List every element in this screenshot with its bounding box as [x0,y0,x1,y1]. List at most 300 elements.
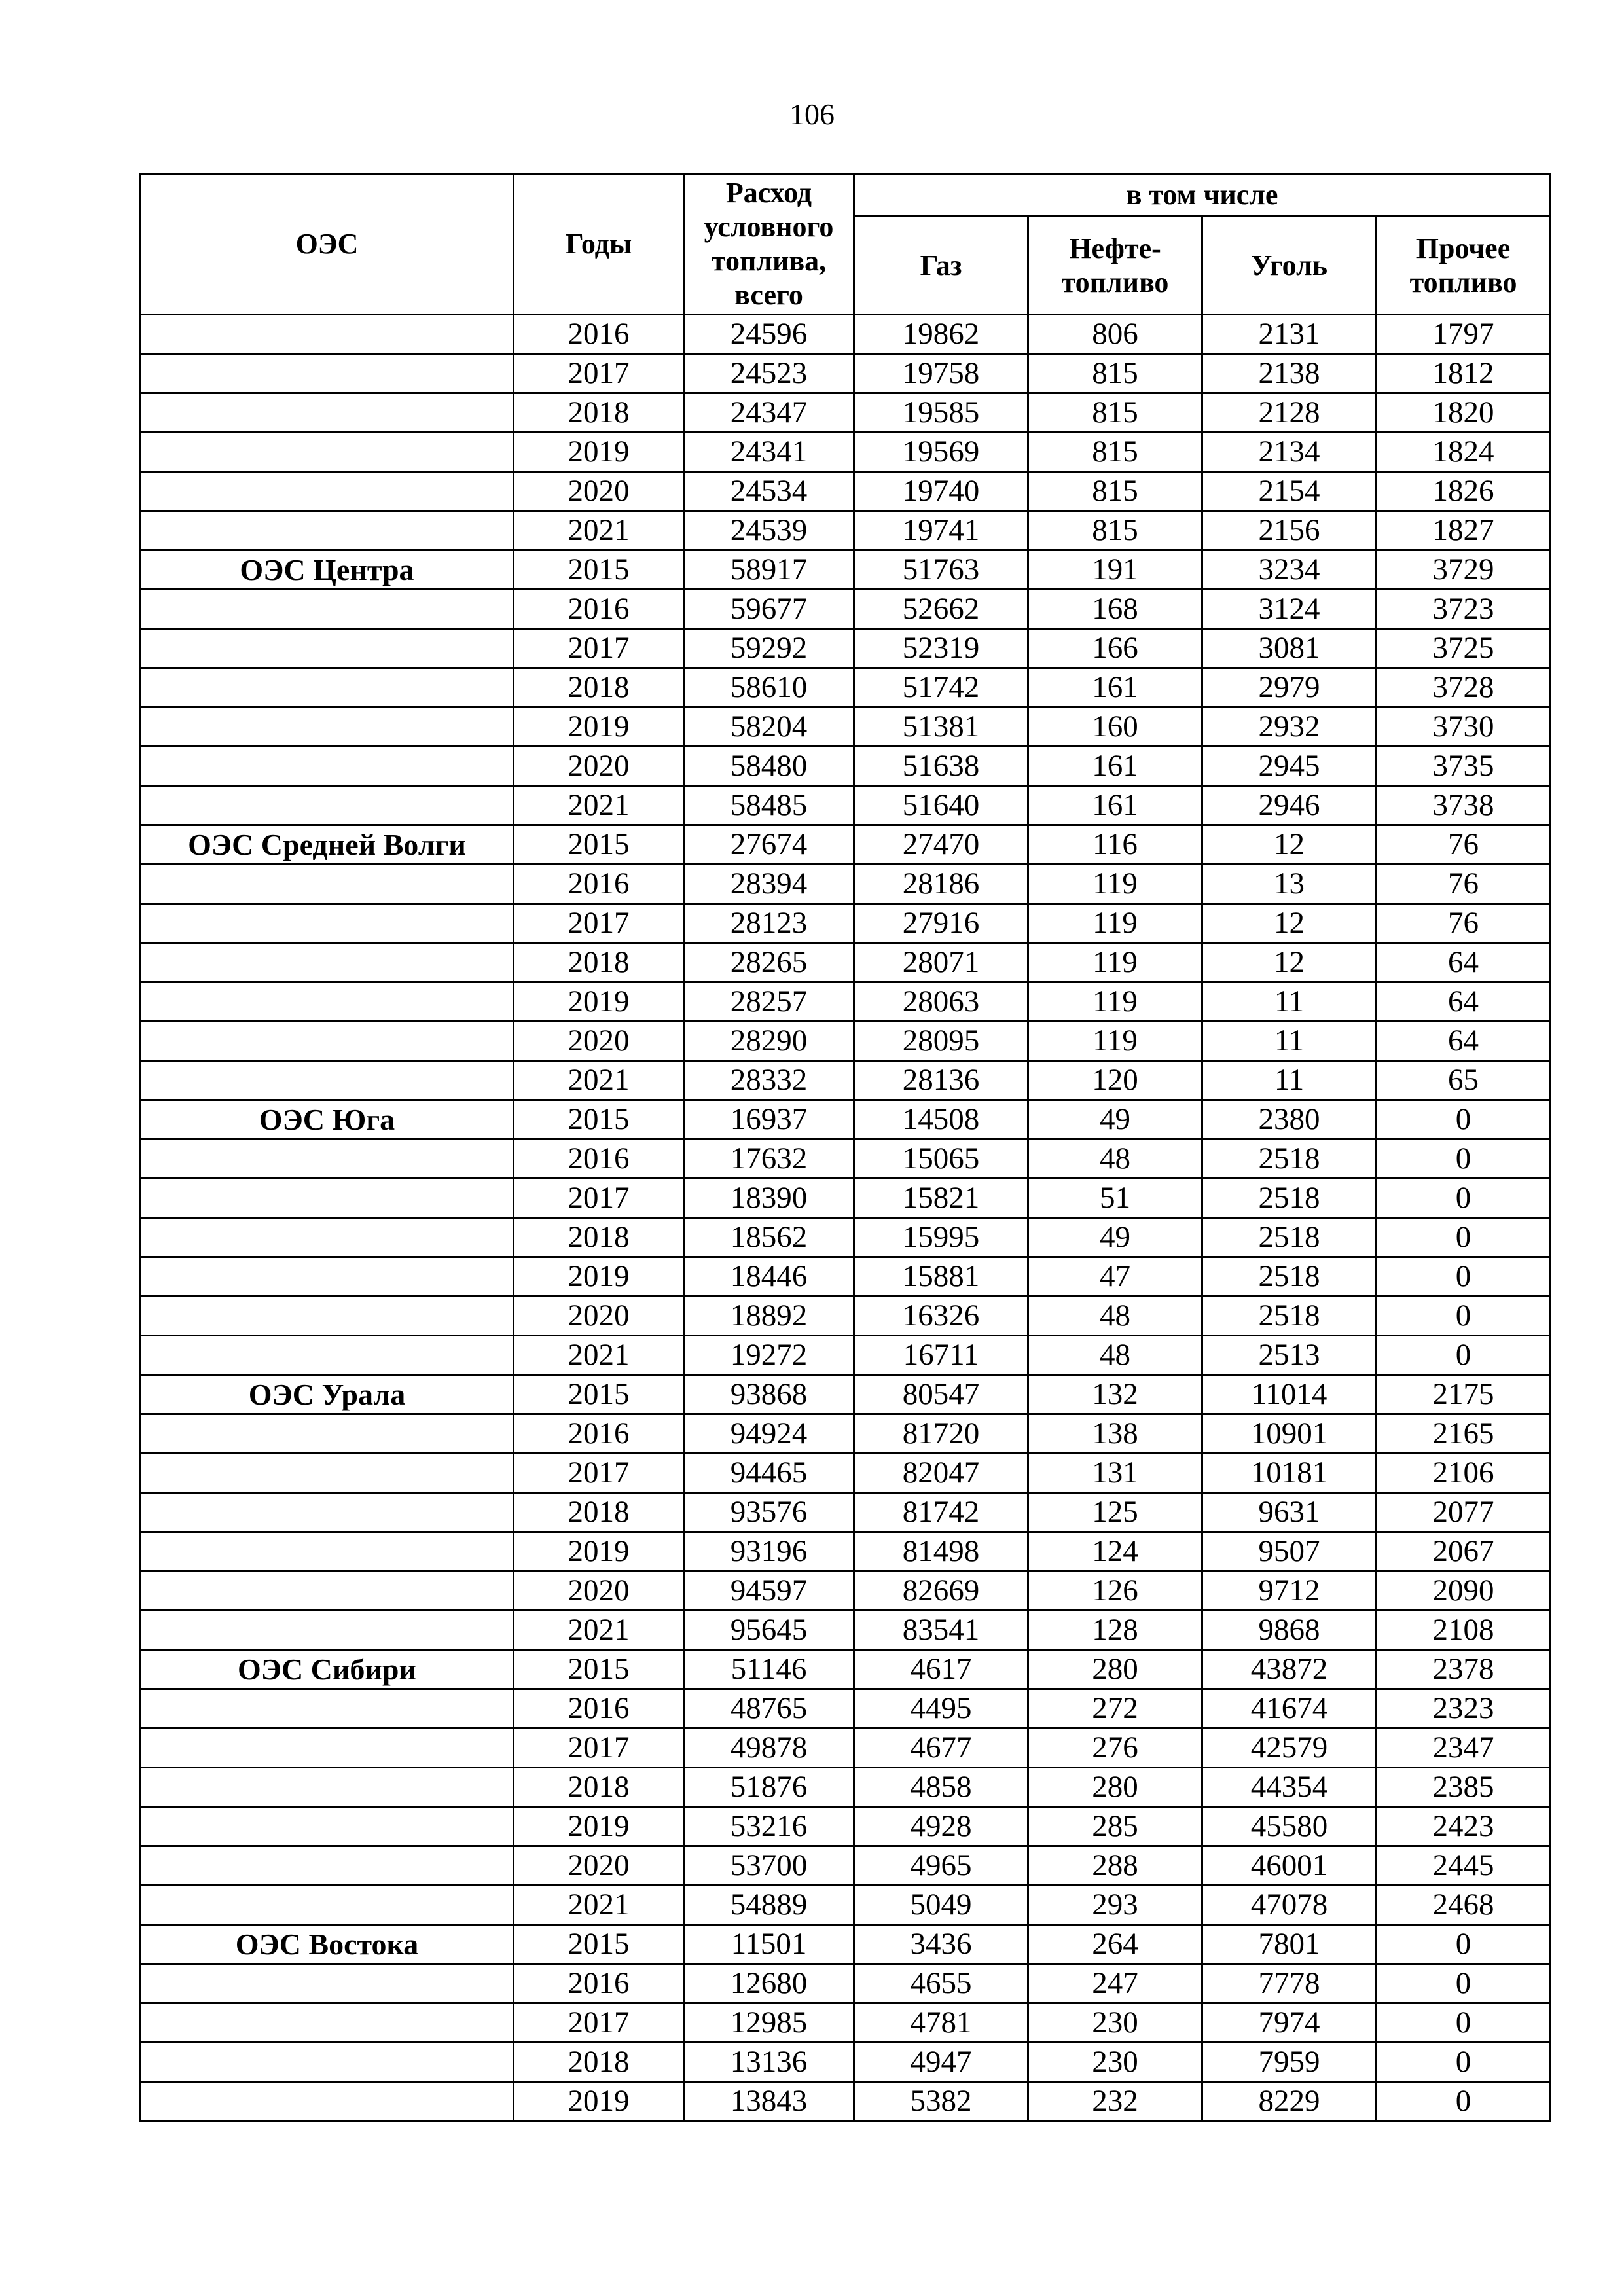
cell-total: 18562 [684,1218,854,1257]
cell-total: 24347 [684,393,854,433]
cell-coal: 41674 [1202,1689,1377,1729]
table-row [141,747,1551,786]
header-other: Прочее топливо [1377,217,1551,315]
table-row [141,1022,1551,1061]
cell-gas: 4947 [854,2043,1028,2082]
cell-gas: 52662 [854,590,1028,629]
cell-oes [141,1807,514,1846]
cell-year: 2018 [514,943,684,982]
cell-oil: 116 [1028,825,1202,865]
cell-oes [141,865,514,904]
cell-total: 28290 [684,1022,854,1061]
cell-oes: ОЭС Средней Волги [141,825,514,865]
cell-total: 58610 [684,668,854,708]
cell-year: 2015 [514,1925,684,1964]
table-row [141,1611,1551,1650]
cell-other: 0 [1377,2082,1551,2121]
cell-total: 58485 [684,786,854,825]
cell-gas: 28136 [854,1061,1028,1100]
cell-other: 2468 [1377,1886,1551,1925]
cell-gas: 52319 [854,629,1028,668]
cell-oil: 48 [1028,1297,1202,1336]
table-row [141,668,1551,708]
cell-coal: 2134 [1202,433,1377,472]
cell-other: 2165 [1377,1414,1551,1454]
table-row [141,590,1551,629]
cell-oes [141,1414,514,1454]
cell-year: 2018 [514,1768,684,1807]
cell-oil: 119 [1028,865,1202,904]
table-row [141,393,1551,433]
cell-other: 76 [1377,825,1551,865]
cell-year: 2021 [514,511,684,550]
cell-coal: 12 [1202,825,1377,865]
cell-oil: 49 [1028,1100,1202,1139]
cell-oes [141,1139,514,1179]
cell-gas: 81720 [854,1414,1028,1454]
cell-gas: 27470 [854,825,1028,865]
cell-gas: 15995 [854,1218,1028,1257]
cell-oes [141,786,514,825]
cell-other: 64 [1377,1022,1551,1061]
cell-gas: 5049 [854,1886,1028,1925]
table-row [141,865,1551,904]
cell-other: 2175 [1377,1375,1551,1414]
cell-oes: ОЭС Сибири [141,1650,514,1689]
cell-other: 0 [1377,1336,1551,1375]
cell-other: 2090 [1377,1571,1551,1611]
table-row [141,629,1551,668]
cell-gas: 15881 [854,1257,1028,1297]
cell-coal: 10181 [1202,1454,1377,1493]
table-row [141,1729,1551,1768]
cell-oes [141,1493,514,1532]
cell-gas: 81742 [854,1493,1028,1532]
cell-oil: 51 [1028,1179,1202,1218]
cell-other: 3729 [1377,550,1551,590]
cell-coal: 2932 [1202,708,1377,747]
cell-oil: 119 [1028,943,1202,982]
cell-total: 95645 [684,1611,854,1650]
cell-year: 2020 [514,1571,684,1611]
cell-gas: 28095 [854,1022,1028,1061]
cell-other: 76 [1377,904,1551,943]
cell-other: 2423 [1377,1807,1551,1846]
cell-coal: 2154 [1202,472,1377,511]
cell-oil: 230 [1028,2003,1202,2043]
cell-gas: 81498 [854,1532,1028,1571]
cell-gas: 82047 [854,1454,1028,1493]
cell-year: 2015 [514,1375,684,1414]
cell-oil: 280 [1028,1768,1202,1807]
cell-gas: 4928 [854,1807,1028,1846]
cell-total: 24523 [684,354,854,393]
cell-coal: 2513 [1202,1336,1377,1375]
cell-gas: 80547 [854,1375,1028,1414]
cell-oes [141,472,514,511]
table-row [141,472,1551,511]
cell-other: 2077 [1377,1493,1551,1532]
cell-other: 2067 [1377,1532,1551,1571]
table-row [141,1257,1551,1297]
cell-other: 0 [1377,1964,1551,2003]
cell-oes [141,1022,514,1061]
cell-oes [141,2043,514,2082]
cell-coal: 43872 [1202,1650,1377,1689]
cell-year: 2019 [514,1257,684,1297]
cell-coal: 2518 [1202,1218,1377,1257]
cell-total: 24341 [684,433,854,472]
cell-other: 1812 [1377,354,1551,393]
cell-total: 51146 [684,1650,854,1689]
cell-other: 2108 [1377,1611,1551,1650]
cell-oil: 288 [1028,1846,1202,1886]
cell-oil: 119 [1028,904,1202,943]
table-row [141,1964,1551,2003]
cell-oes [141,2003,514,2043]
cell-other: 1826 [1377,472,1551,511]
cell-total: 49878 [684,1729,854,1768]
cell-oes [141,668,514,708]
cell-year: 2015 [514,825,684,865]
cell-gas: 16711 [854,1336,1028,1375]
cell-coal: 11 [1202,982,1377,1022]
cell-year: 2020 [514,1297,684,1336]
cell-oes [141,1454,514,1493]
cell-total: 12985 [684,2003,854,2043]
cell-coal: 3081 [1202,629,1377,668]
cell-coal: 2138 [1202,354,1377,393]
cell-oil: 47 [1028,1257,1202,1297]
cell-year: 2019 [514,982,684,1022]
cell-coal: 2156 [1202,511,1377,550]
cell-oil: 48 [1028,1336,1202,1375]
cell-year: 2019 [514,2082,684,2121]
cell-year: 2017 [514,904,684,943]
cell-year: 2019 [514,1807,684,1846]
table-row [141,550,1551,590]
cell-gas: 28071 [854,943,1028,982]
cell-gas: 5382 [854,2082,1028,2121]
cell-year: 2021 [514,1061,684,1100]
cell-year: 2018 [514,668,684,708]
cell-oes: ОЭС Юга [141,1100,514,1139]
cell-oes [141,1689,514,1729]
cell-coal: 11014 [1202,1375,1377,1414]
cell-gas: 15821 [854,1179,1028,1218]
cell-oes: ОЭС Востока [141,1925,514,1964]
cell-year: 2017 [514,629,684,668]
cell-total: 54889 [684,1886,854,1925]
cell-coal: 11 [1202,1022,1377,1061]
cell-total: 18390 [684,1179,854,1218]
cell-coal: 12 [1202,943,1377,982]
cell-total: 94597 [684,1571,854,1611]
cell-oil: 161 [1028,668,1202,708]
cell-total: 28123 [684,904,854,943]
cell-year: 2018 [514,393,684,433]
cell-coal: 2518 [1202,1257,1377,1297]
cell-year: 2017 [514,354,684,393]
cell-oes: ОЭС Центра [141,550,514,590]
table-body [141,315,1551,2121]
cell-other: 0 [1377,1925,1551,1964]
cell-oes [141,1886,514,1925]
cell-oil: 815 [1028,511,1202,550]
cell-total: 28265 [684,943,854,982]
cell-oes [141,1218,514,1257]
cell-other: 1797 [1377,315,1551,354]
header-total: Расход условного топлива, всего [684,174,854,315]
cell-oes [141,354,514,393]
cell-other: 3738 [1377,786,1551,825]
cell-year: 2019 [514,708,684,747]
cell-coal: 7778 [1202,1964,1377,2003]
cell-total: 24539 [684,511,854,550]
cell-coal: 9712 [1202,1571,1377,1611]
cell-total: 93196 [684,1532,854,1571]
cell-other: 3723 [1377,590,1551,629]
cell-year: 2015 [514,1650,684,1689]
cell-oil: 815 [1028,472,1202,511]
header-oil: Нефте-топливо [1028,217,1202,315]
cell-other: 2347 [1377,1729,1551,1768]
table-row [141,2043,1551,2082]
table-row [141,511,1551,550]
cell-total: 27674 [684,825,854,865]
header-gas: Газ [854,217,1028,315]
cell-other: 0 [1377,1100,1551,1139]
cell-year: 2016 [514,1689,684,1729]
cell-gas: 83541 [854,1611,1028,1650]
cell-other: 76 [1377,865,1551,904]
cell-oes [141,1846,514,1886]
cell-year: 2015 [514,550,684,590]
cell-gas: 27916 [854,904,1028,943]
table-row [141,1886,1551,1925]
cell-total: 11501 [684,1925,854,1964]
cell-year: 2019 [514,1532,684,1571]
cell-gas: 19862 [854,315,1028,354]
cell-oes [141,1336,514,1375]
header-year: Годы [514,174,684,315]
cell-year: 2016 [514,1964,684,2003]
cell-other: 2445 [1377,1846,1551,1886]
cell-oil: 293 [1028,1886,1202,1925]
table-row [141,1297,1551,1336]
cell-other: 2378 [1377,1650,1551,1689]
cell-coal: 2518 [1202,1179,1377,1218]
cell-oil: 166 [1028,629,1202,668]
cell-total: 94924 [684,1414,854,1454]
cell-gas: 14508 [854,1100,1028,1139]
cell-other: 0 [1377,1179,1551,1218]
cell-total: 24534 [684,472,854,511]
cell-oil: 285 [1028,1807,1202,1846]
cell-oes [141,943,514,982]
table-row [141,1179,1551,1218]
cell-gas: 4781 [854,2003,1028,2043]
cell-oil: 815 [1028,393,1202,433]
cell-gas: 4858 [854,1768,1028,1807]
cell-oes [141,590,514,629]
cell-coal: 2131 [1202,315,1377,354]
cell-total: 93868 [684,1375,854,1414]
cell-oil: 128 [1028,1611,1202,1650]
table-row [141,1650,1551,1689]
cell-gas: 28063 [854,982,1028,1022]
cell-oil: 48 [1028,1139,1202,1179]
cell-gas: 4495 [854,1689,1028,1729]
cell-oil: 119 [1028,1022,1202,1061]
cell-other: 3725 [1377,629,1551,668]
cell-coal: 3124 [1202,590,1377,629]
cell-coal: 2946 [1202,786,1377,825]
cell-coal: 3234 [1202,550,1377,590]
cell-total: 17632 [684,1139,854,1179]
cell-other: 64 [1377,943,1551,982]
cell-oil: 119 [1028,982,1202,1022]
cell-oes [141,629,514,668]
cell-total: 12680 [684,1964,854,2003]
cell-year: 2016 [514,590,684,629]
table-row [141,1414,1551,1454]
cell-gas: 3436 [854,1925,1028,1964]
cell-oes [141,747,514,786]
cell-total: 58204 [684,708,854,747]
cell-coal: 13 [1202,865,1377,904]
table-row [141,786,1551,825]
cell-year: 2015 [514,1100,684,1139]
cell-total: 58917 [684,550,854,590]
cell-oes [141,433,514,472]
cell-year: 2016 [514,1414,684,1454]
cell-other: 1824 [1377,433,1551,472]
fuel-consumption-table [139,173,1551,2122]
cell-oil: 247 [1028,1964,1202,2003]
cell-year: 2017 [514,2003,684,2043]
table-row [141,1100,1551,1139]
cell-gas: 82669 [854,1571,1028,1611]
cell-gas: 4677 [854,1729,1028,1768]
cell-total: 13136 [684,2043,854,2082]
cell-oes [141,982,514,1022]
cell-coal: 2945 [1202,747,1377,786]
cell-gas: 19740 [854,472,1028,511]
cell-oes [141,393,514,433]
table-row [141,1061,1551,1100]
cell-oes [141,315,514,354]
cell-oes [141,1729,514,1768]
table-row [141,1807,1551,1846]
cell-total: 53700 [684,1846,854,1886]
cell-total: 59677 [684,590,854,629]
cell-gas: 4655 [854,1964,1028,2003]
cell-other: 1820 [1377,393,1551,433]
table-row [141,825,1551,865]
cell-oil: 815 [1028,433,1202,472]
cell-coal: 2518 [1202,1139,1377,1179]
header-oes: ОЭС [141,174,514,315]
cell-oes [141,1768,514,1807]
cell-year: 2020 [514,1846,684,1886]
cell-total: 59292 [684,629,854,668]
cell-other: 2323 [1377,1689,1551,1729]
cell-total: 18892 [684,1297,854,1336]
cell-oes [141,1179,514,1218]
cell-total: 28394 [684,865,854,904]
cell-total: 13843 [684,2082,854,2121]
cell-year: 2021 [514,1336,684,1375]
cell-coal: 8229 [1202,2082,1377,2121]
cell-oes [141,1571,514,1611]
cell-oes [141,1257,514,1297]
cell-gas: 15065 [854,1139,1028,1179]
cell-gas: 51763 [854,550,1028,590]
cell-other: 0 [1377,1218,1551,1257]
cell-gas: 51742 [854,668,1028,708]
cell-coal: 45580 [1202,1807,1377,1846]
cell-oil: 124 [1028,1532,1202,1571]
cell-coal: 2518 [1202,1297,1377,1336]
cell-total: 18446 [684,1257,854,1297]
cell-other: 64 [1377,982,1551,1022]
cell-oil: 272 [1028,1689,1202,1729]
table-row [141,433,1551,472]
cell-year: 2017 [514,1179,684,1218]
cell-total: 28332 [684,1061,854,1100]
cell-oil: 232 [1028,2082,1202,2121]
cell-oes [141,1061,514,1100]
cell-oil: 49 [1028,1218,1202,1257]
page-number: 106 [789,98,835,131]
table-row [141,1139,1551,1179]
cell-gas: 51640 [854,786,1028,825]
table-row [141,1454,1551,1493]
cell-total: 19272 [684,1336,854,1375]
cell-oes [141,2082,514,2121]
table-row [141,708,1551,747]
cell-gas: 19569 [854,433,1028,472]
table-row [141,943,1551,982]
cell-oil: 161 [1028,786,1202,825]
cell-other: 65 [1377,1061,1551,1100]
table-row [141,1532,1551,1571]
cell-total: 53216 [684,1807,854,1846]
cell-year: 2016 [514,1139,684,1179]
cell-coal: 2380 [1202,1100,1377,1139]
table-row [141,2003,1551,2043]
table-row [141,1375,1551,1414]
header-including: в том числе [854,174,1551,217]
cell-oil: 815 [1028,354,1202,393]
cell-coal: 2979 [1202,668,1377,708]
cell-other: 0 [1377,1139,1551,1179]
cell-total: 24596 [684,315,854,354]
cell-total: 48765 [684,1689,854,1729]
cell-gas: 28186 [854,865,1028,904]
cell-oes [141,708,514,747]
cell-coal: 44354 [1202,1768,1377,1807]
cell-gas: 4965 [854,1846,1028,1886]
cell-other: 0 [1377,1257,1551,1297]
cell-oil: 276 [1028,1729,1202,1768]
cell-oes [141,1297,514,1336]
cell-year: 2021 [514,786,684,825]
table-row [141,1689,1551,1729]
cell-oil: 806 [1028,315,1202,354]
cell-coal: 47078 [1202,1886,1377,1925]
